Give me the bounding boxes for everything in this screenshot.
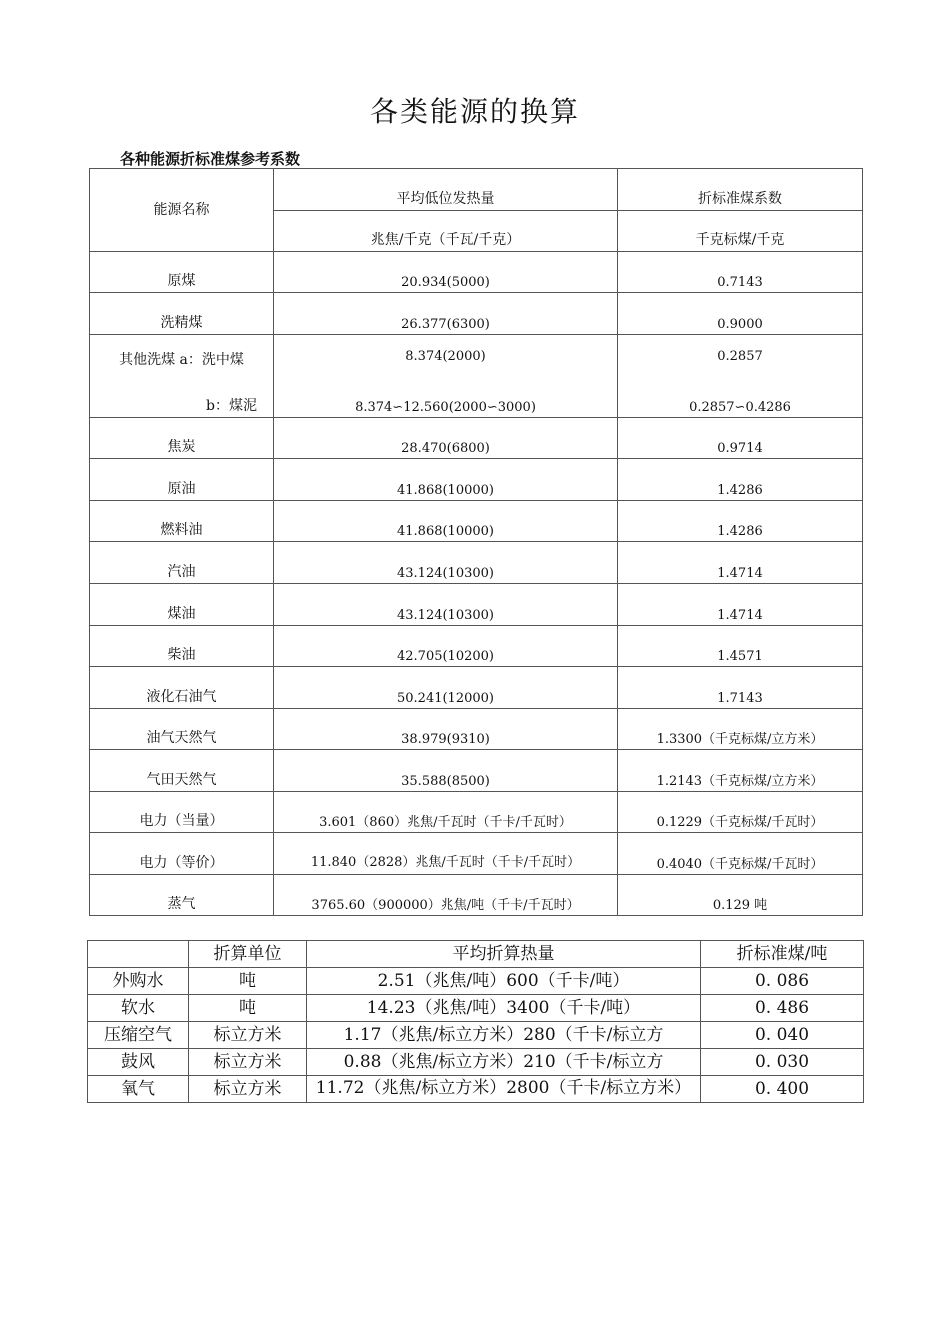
medium-heat: 2.51（兆焦/吨）600（千卡/吨） xyxy=(307,968,701,995)
medium-coefficient: 0. 086 xyxy=(701,968,864,995)
heat-value: 50.241(12000) xyxy=(274,667,618,709)
table-row xyxy=(88,1076,864,1103)
coefficient: 1.4714 xyxy=(618,542,863,584)
heat-value: 3.601（860）兆焦/千瓦时（千卡/千瓦时） xyxy=(274,792,618,833)
table-row xyxy=(90,667,863,709)
table-row xyxy=(90,833,863,875)
heat-value: 26.377(6300) xyxy=(274,293,618,335)
table-row xyxy=(90,875,863,916)
table-row xyxy=(90,459,863,501)
header-empty xyxy=(88,941,189,968)
header-heat-value: 平均低位发热量 xyxy=(274,169,618,211)
medium-coefficient: 0. 030 xyxy=(701,1049,864,1076)
medium-name: 鼓风 xyxy=(88,1049,189,1076)
heat-value: 3765.60（900000）兆焦/吨（千卡/千瓦时） xyxy=(274,875,618,916)
coefficient: 0.9000 xyxy=(618,293,863,335)
medium-unit: 吨 xyxy=(189,968,307,995)
heat-value: 43.124(10300) xyxy=(274,542,618,584)
coefficient: 1.4286 xyxy=(618,501,863,542)
heat-value: 8.374(2000) xyxy=(405,349,486,364)
energy-name: 汽油 xyxy=(90,542,274,584)
coefficient: 0.4040（千克标煤/千瓦时） xyxy=(618,833,863,875)
table-row xyxy=(88,1022,864,1049)
page-title: 各类能源的换算 xyxy=(369,95,580,128)
medium-unit: 标立方米 xyxy=(189,1076,307,1103)
coefficient: 0.9714 xyxy=(618,418,863,459)
heat-value: 20.934(5000) xyxy=(274,252,618,293)
medium-unit: 标立方米 xyxy=(189,1049,307,1076)
table-row xyxy=(90,252,863,293)
energy-name: 油气天然气 xyxy=(90,709,274,750)
energy-name: 气田天然气 xyxy=(90,750,274,792)
heat-value: 41.868(10000) xyxy=(274,459,618,501)
table-row xyxy=(90,335,863,418)
coefficient: 1.4571 xyxy=(618,626,863,667)
header-heat: 平均折算热量 xyxy=(307,941,701,968)
header-heat-unit: 兆焦/千克（千瓦/千克） xyxy=(274,211,618,252)
energy-name: 燃料油 xyxy=(90,501,274,542)
conversion-table xyxy=(89,168,863,916)
energy-name: 原油 xyxy=(90,459,274,501)
energy-name: 蒸气 xyxy=(90,875,274,916)
coefficient: 1.7143 xyxy=(618,667,863,709)
heat-value: 28.470(6800) xyxy=(274,418,618,459)
medium-heat: 11.72（兆焦/标立方米）2800（千卡/标立方米） xyxy=(307,1076,701,1103)
energy-name: 洗精煤 xyxy=(90,293,274,335)
heat-value-cell xyxy=(274,335,618,418)
header-coefficient: 折标准煤系数 xyxy=(618,169,863,211)
medium-name: 氧气 xyxy=(88,1076,189,1103)
coefficient: 1.2143（千克标煤/立方米） xyxy=(618,750,863,792)
table-row xyxy=(90,584,863,626)
heat-value: 41.868(10000) xyxy=(274,501,618,542)
heat-value: 42.705(10200) xyxy=(274,626,618,667)
coefficient: 0.129 吨 xyxy=(618,875,863,916)
medium-unit: 吨 xyxy=(189,995,307,1022)
medium-coefficient: 0. 040 xyxy=(701,1022,864,1049)
table-row xyxy=(90,501,863,542)
table-row xyxy=(90,293,863,335)
coefficient-sub: 0.2857∽0.4286 xyxy=(689,400,791,415)
medium-name: 软水 xyxy=(88,995,189,1022)
energy-name: 其他洗煤 a：洗中煤 xyxy=(119,352,244,368)
header-coefficient: 折标准煤/吨 xyxy=(701,941,864,968)
medium-heat: 0.88（兆焦/标立方米）210（千卡/标立方 xyxy=(307,1049,701,1076)
energy-name: 液化石油气 xyxy=(90,667,274,709)
heat-value: 11.840（2828）兆焦/千瓦时（千卡/千瓦时） xyxy=(274,833,618,875)
table-row xyxy=(90,542,863,584)
energy-name: 原煤 xyxy=(90,252,274,293)
energy-name: 电力（等价） xyxy=(90,833,274,875)
table-row xyxy=(90,792,863,833)
heat-value-sub: 8.374∽12.560(2000∽3000) xyxy=(355,400,536,415)
coefficient: 0.7143 xyxy=(618,252,863,293)
coefficient-cell xyxy=(618,335,863,418)
energy-name: 焦炭 xyxy=(90,418,274,459)
coefficient: 0.2857 xyxy=(717,349,763,364)
medium-name: 外购水 xyxy=(88,968,189,995)
table-caption: 各种能源折标准煤参考系数 xyxy=(120,150,301,168)
table-row xyxy=(90,709,863,750)
coefficient: 0.1229（千克标煤/千瓦时） xyxy=(618,792,863,833)
table-row xyxy=(88,995,864,1022)
coefficient: 1.4286 xyxy=(618,459,863,501)
header-coefficient-unit: 千克标煤/千克 xyxy=(618,211,863,252)
energy-name: 煤油 xyxy=(90,584,274,626)
medium-unit: 标立方米 xyxy=(189,1022,307,1049)
energy-name-sub: b：煤泥 xyxy=(206,398,257,414)
heat-value: 43.124(10300) xyxy=(274,584,618,626)
other-media-table xyxy=(87,940,864,1103)
energy-name: 电力（当量） xyxy=(90,792,274,833)
medium-name: 压缩空气 xyxy=(88,1022,189,1049)
medium-coefficient: 0. 400 xyxy=(701,1076,864,1103)
table-row xyxy=(90,626,863,667)
medium-heat: 1.17（兆焦/标立方米）280（千卡/标立方 xyxy=(307,1022,701,1049)
heat-value: 38.979(9310) xyxy=(274,709,618,750)
table-header-row xyxy=(88,941,864,968)
table-row xyxy=(88,1049,864,1076)
heat-value: 35.588(8500) xyxy=(274,750,618,792)
table-row xyxy=(88,968,864,995)
header-unit: 折算单位 xyxy=(189,941,307,968)
coefficient: 1.4714 xyxy=(618,584,863,626)
medium-coefficient: 0. 486 xyxy=(701,995,864,1022)
table-row xyxy=(90,418,863,459)
table-row xyxy=(90,750,863,792)
coefficient: 1.3300（千克标煤/立方米） xyxy=(618,709,863,750)
energy-name: 柴油 xyxy=(90,626,274,667)
header-energy-name: 能源名称 xyxy=(90,169,274,252)
energy-name-cell xyxy=(90,335,274,418)
medium-heat: 14.23（兆焦/吨）3400（千卡/吨） xyxy=(307,995,701,1022)
